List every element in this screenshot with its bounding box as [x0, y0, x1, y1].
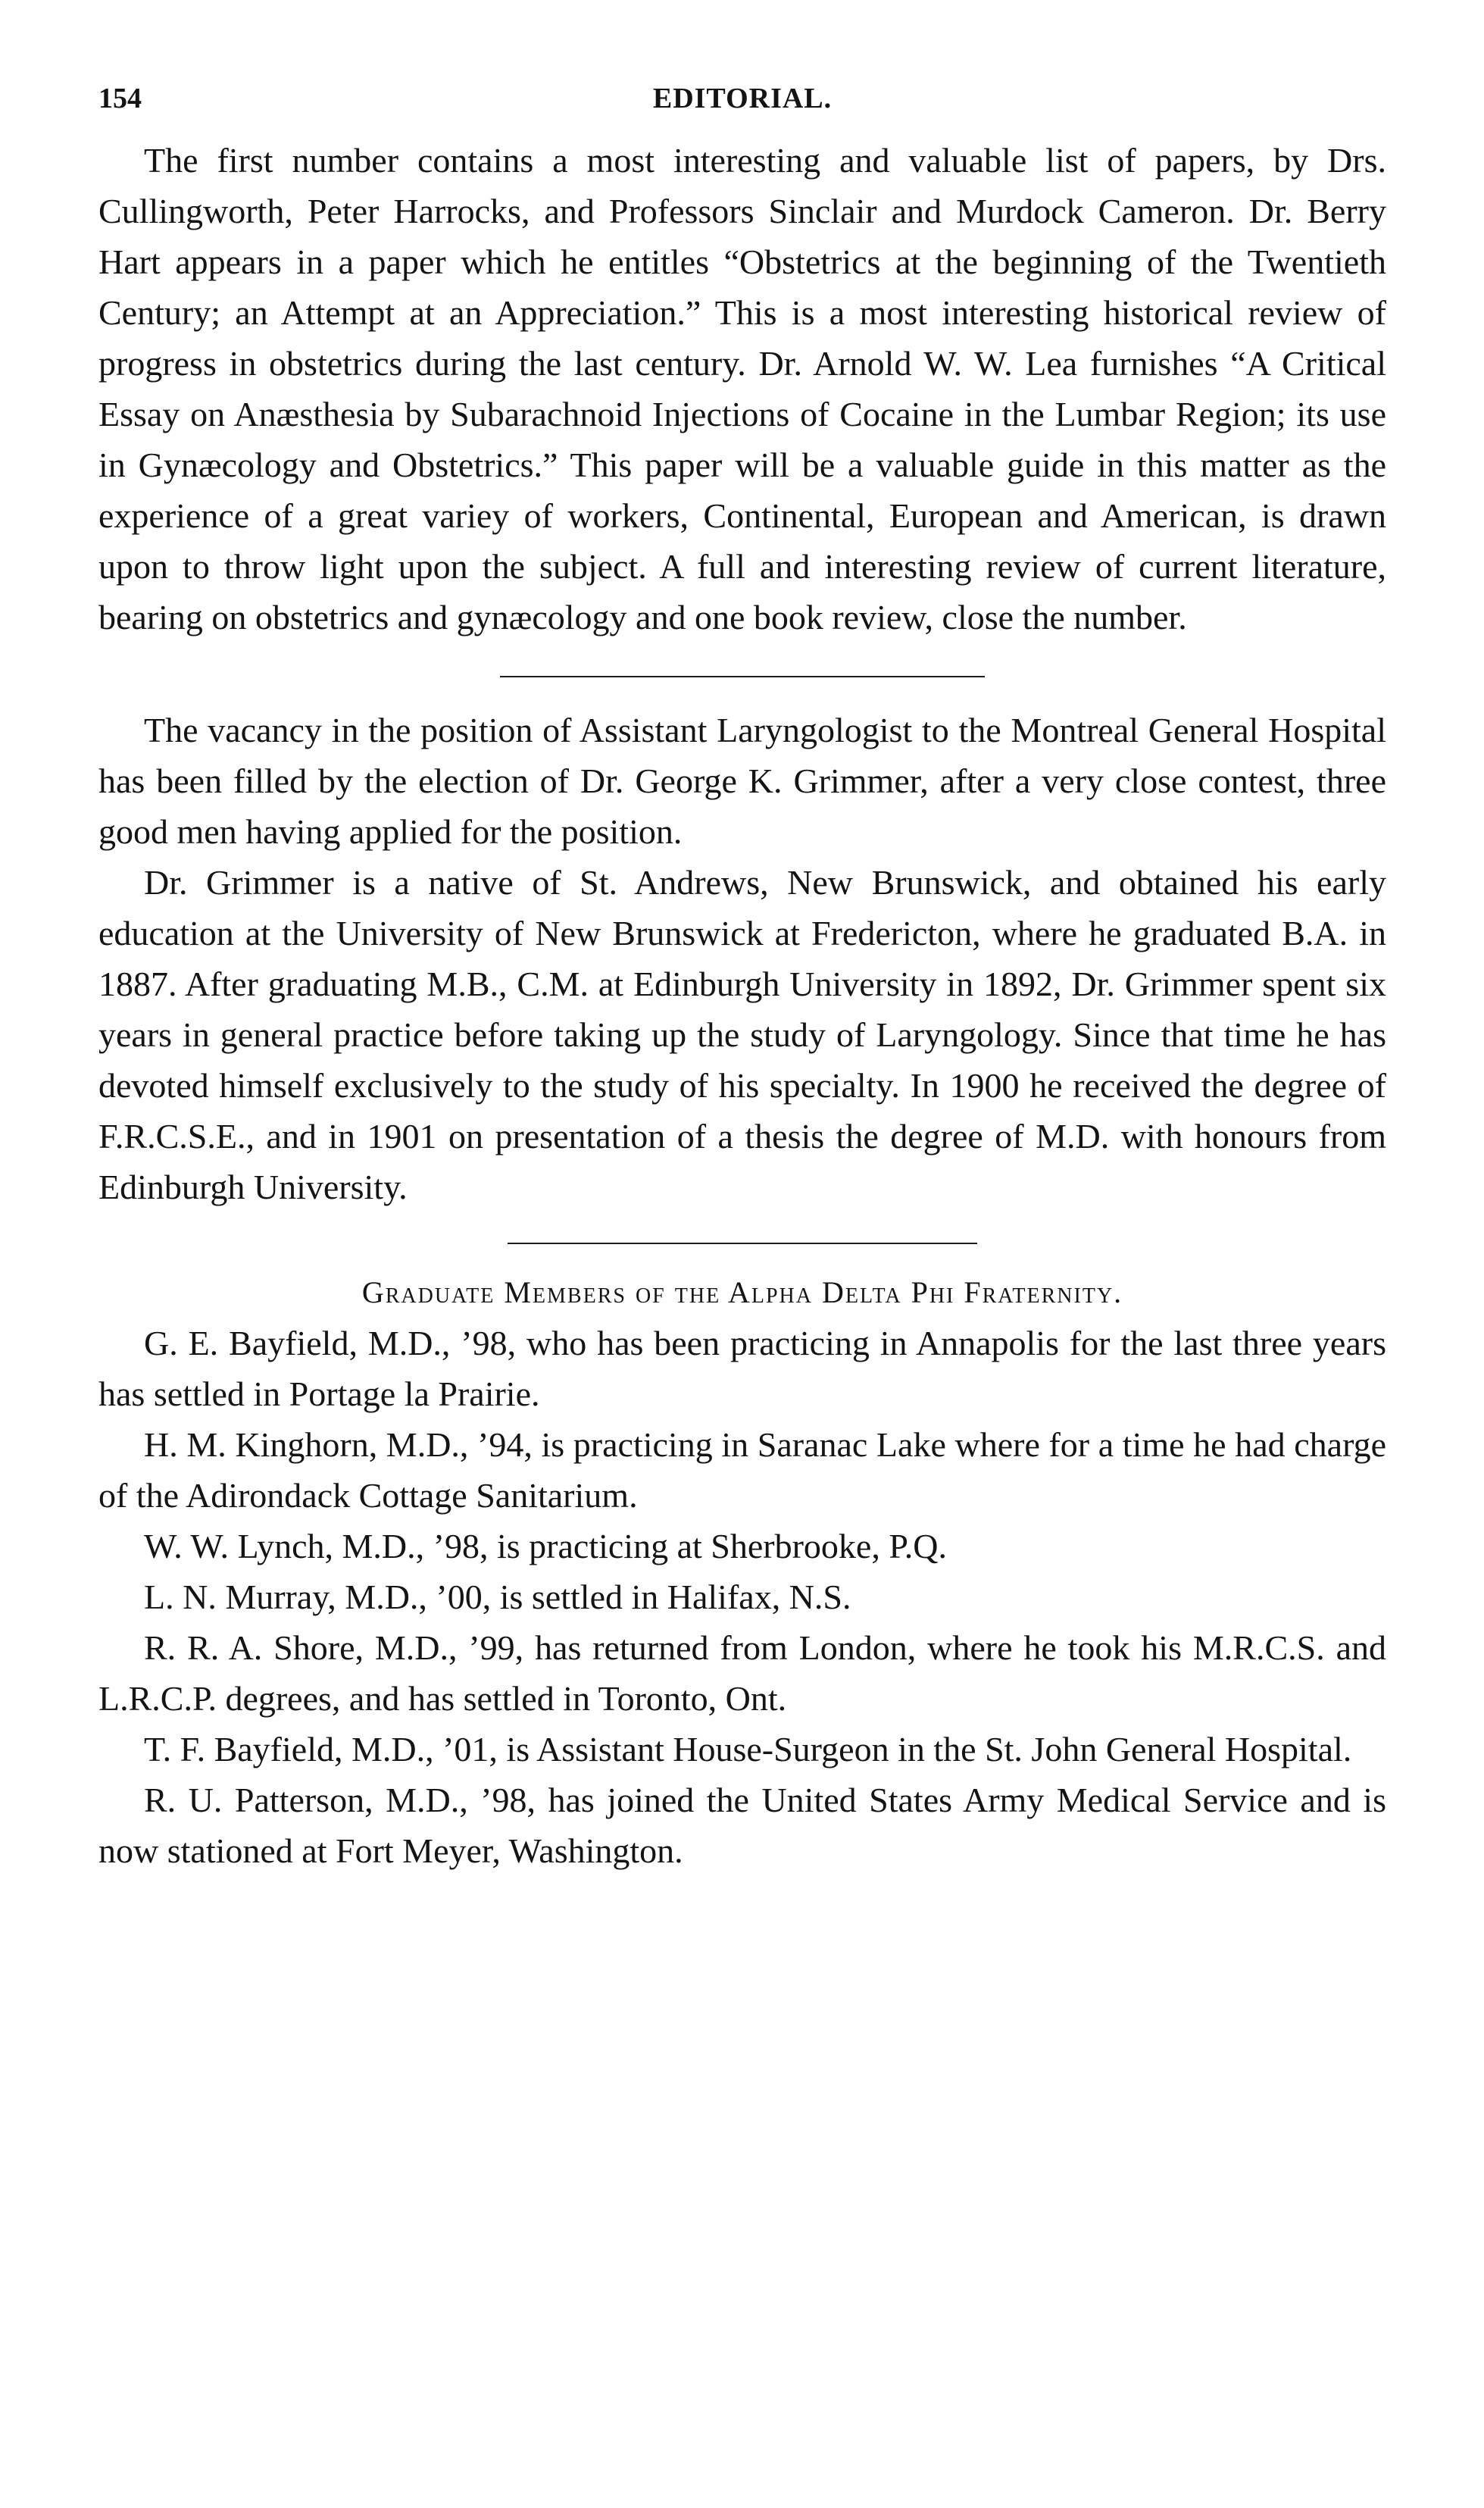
fraternity-heading: Graduate Members of the Alpha Delta Phi Fraternity. — [361, 1275, 1123, 1309]
section-title: EDITORIAL. — [652, 83, 833, 114]
fraternity-member-list — [98, 1318, 1386, 1876]
paragraph-laryngologist-vacancy: The vacancy in the position of Assistant Laryngologist to the Montreal General Hospital has been filled by the election of Dr. George K. Grimmer, after a very close contest, three good men having applied for the position. — [98, 711, 1386, 851]
member-entry: R. R. A. Shore, M.D., ’99, has returned from London, where he took his M.R.C.S. and L.R.C.P. degrees, and has settled in Toronto, Ont. — [98, 1628, 1386, 1718]
member-entry: H. M. Kinghorn, M.D., ’94, is practicing in Saranac Lake where for a time he had charge of the Adirondack Cottage Sanitarium. — [98, 1425, 1386, 1515]
running-head — [98, 82, 1386, 135]
paragraph-obstetrics-review: The first number contains a most interesting and valuable list of papers, by Drs. Cullingworth, Peter Harrocks, and Professors Sinclair and Murdock Cameron. Dr. Berry Hart appears in a paper which he entitles “Obstetrics at the beginning of the Twentieth Century; an Attempt at an Appreciation.” This is a most interesting historical review of progress in obstetrics during the last century. Dr. Arnold W. W. Lea furnishes “A Critical Essay on Anæsthesia by Subarachnoid Injections of Cocaine in the Lumbar Region; its use in Gynæcology and Obstetrics.” This paper will be a valuable guide in this matter as the experience of a great variey of workers, Continental, European and American, is drawn upon to throw light upon the subject. A full and interesting review of current literature, bearing on obstetrics and gynæcology and one book review, close the number. — [98, 141, 1386, 636]
document-page — [98, 82, 1386, 1876]
paragraph-grimmer-biography: Dr. Grimmer is a native of St. Andrews, New Brunswick, and obtained his early education at the University of New Brunswick at Fredericton, where he graduated B.A. in 1887. After graduating M.B., C.M. at Edinburgh University in 1892, Dr. Grimmer spent six years in general practice before taking up the study of Laryngology. Since that time he has devoted himself exclusively to the study of his specialty. In 1900 he received the degree of F.R.C.S.E., and in 1901 on presentation of a thesis the degree of M.D. with honours from Edinburgh University. — [98, 863, 1386, 1206]
page-number: 154 — [98, 83, 142, 114]
section-divider — [500, 676, 985, 677]
member-entry: L. N. Murray, M.D., ’00, is settled in Halifax, N.S. — [144, 1578, 851, 1616]
member-entry: W. W. Lynch, M.D., ’98, is practicing at Sherbrooke, P.Q. — [144, 1527, 948, 1565]
member-entry: T. F. Bayfield, M.D., ’01, is Assistant House-Surgeon in the St. John General Hospital. — [144, 1730, 1352, 1768]
section-divider — [508, 1243, 977, 1244]
member-entry: G. E. Bayfield, M.D., ’98, who has been practicing in Annapolis for the last three years has settled in Portage la Prairie. — [98, 1324, 1386, 1413]
member-entry: R. U. Patterson, M.D., ’98, has joined the United States Army Medical Service and is now stationed at Fort Meyer, Washington. — [98, 1781, 1386, 1870]
